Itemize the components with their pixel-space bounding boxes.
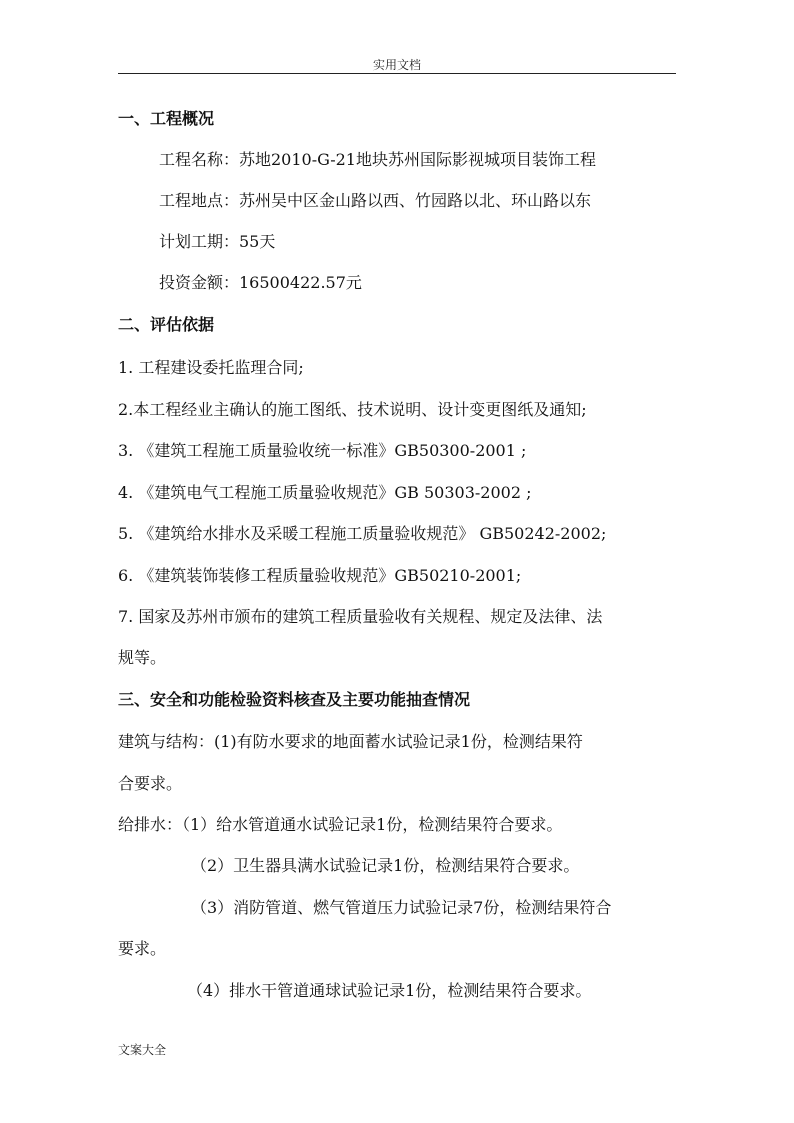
basis-item: 7. 国家及苏州市颁布的建筑工程质量验收有关规程、规定及法律、法 [118,607,603,626]
page-footer: 文案大全 [118,1043,167,1057]
basis-item: 4. 《建筑电气工程施工质量验收规范》GB 50303-2002 ; [118,483,532,502]
project-name: 工程名称：苏地2010-G-21地块苏州国际影视城项目装饰工程 [159,150,596,169]
section-heading-overview: 一、工程概况 [118,109,215,128]
inspection-line: 建筑与结构：(1)有防水要求的地面蓄水试验记录1份，检测结果符 [118,732,583,751]
basis-item: 6. 《建筑装饰装修工程质量验收规范》GB50210-2001; [118,566,522,585]
planned-duration: 计划工期：55天 [159,232,276,251]
page-header: 实用文档 [372,58,421,72]
inspection-line: （3）消防管道、燃气管道压力试验记录7份，检测结果符合 [191,898,612,917]
basis-item-continued: 规等。 [118,648,167,667]
inspection-line: （4）排水干管道通球试验记录1份，检测结果符合要求。 [187,981,592,1000]
basis-item: 3. 《建筑工程施工质量验收统一标准》GB50300-2001 ; [118,441,527,460]
basis-item: 1. 工程建设委托监理合同; [118,358,304,377]
inspection-line: 要求。 [118,939,167,958]
section-heading-basis: 二、评估依据 [118,315,215,334]
inspection-line: 合要求。 [118,774,183,793]
inspection-line: （2）卫生器具满水试验记录1份，检测结果符合要求。 [191,856,580,875]
project-location: 工程地点：苏州吴中区金山路以西、竹园路以北、环山路以东 [159,191,592,210]
header-divider [118,73,676,74]
section-heading-inspection: 三、安全和功能检验资料核查及主要功能抽查情况 [118,690,471,709]
basis-item: 5. 《建筑给水排水及采暖工程施工质量验收规范》 GB50242-2002; [118,524,607,543]
inspection-line: 给排水：（1）给水管道通水试验记录1份，检测结果符合要求。 [118,815,563,834]
basis-item: 2.本工程经业主确认的施工图纸、技术说明、设计变更图纸及通知; [118,400,587,419]
investment-amount: 投资金额：16500422.57元 [159,273,362,292]
